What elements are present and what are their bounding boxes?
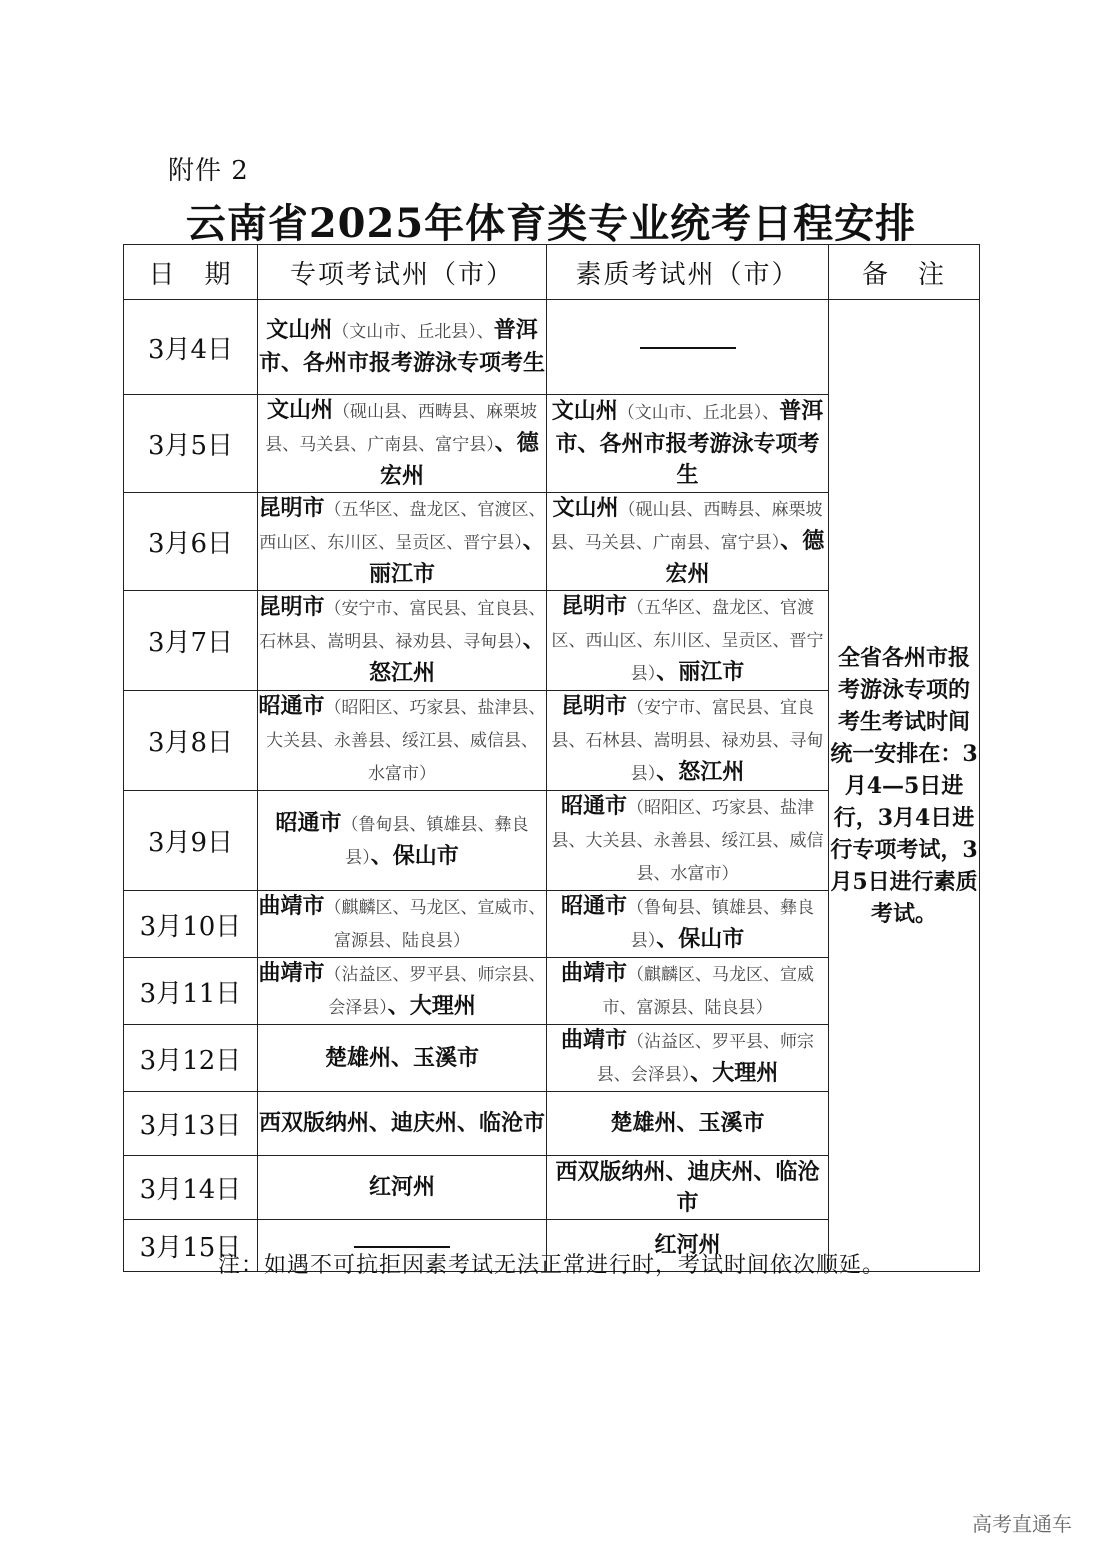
- remark-cell: 全省各州市报考游泳专项的考生考试时间统一安排在：3月4—5日进行，3月4日进行专项考试，3月5日进行素质考试。: [829, 300, 980, 1272]
- prefecture-name: 昭通市: [560, 893, 627, 919]
- exam-date: 3月13日: [124, 1092, 258, 1156]
- header-quality: 素质考试州（市）: [547, 245, 829, 300]
- special-exam-cell: [258, 958, 547, 1025]
- prefecture-name: 红河州: [654, 1232, 721, 1258]
- quality-exam-cell: [547, 395, 829, 493]
- empty-dash: [640, 347, 736, 349]
- prefecture-name: 楚雄州、玉溪市: [324, 1044, 479, 1071]
- exam-date: 3月7日: [124, 591, 258, 691]
- prefecture-name: 昭通市: [258, 693, 325, 719]
- exam-date: 3月12日: [124, 1025, 258, 1092]
- prefecture-name: 文山州: [266, 317, 333, 343]
- watermark: 高考直通车: [972, 1512, 1072, 1536]
- county-list: （鲁甸县、镇雄县、彝良县）: [341, 814, 529, 868]
- county-list: （文山市、丘北县）、: [332, 322, 494, 342]
- prefecture-name: 、怒江州: [368, 627, 545, 686]
- quality-exam-cell: [547, 1156, 829, 1220]
- prefecture-name: 楚雄州、玉溪市: [610, 1110, 765, 1136]
- exam-date: 3月10日: [124, 891, 258, 958]
- prefecture-name: 曲靖市: [258, 893, 325, 919]
- prefecture-name: 文山州: [552, 495, 619, 521]
- prefecture-name: 、大理州: [387, 993, 476, 1019]
- county-list: （安宁市、富民县、宜良县、石林县、嵩明县、禄劝县、寻甸县）: [259, 599, 546, 652]
- quality-exam-cell: [547, 493, 829, 591]
- prefecture-name: 曲靖市: [258, 960, 325, 986]
- county-list: （鲁甸县、镇雄县、彝良县）: [627, 898, 814, 951]
- county-list: （麒麟区、马龙区、宣威市、富源县、陆良县）: [324, 898, 546, 951]
- county-list: （五华区、盘龙区、官渡区、西山区、东川区、呈贡区、晋宁县）: [551, 598, 824, 684]
- quality-exam-cell: [547, 891, 829, 958]
- prefecture-name: 曲靖市: [560, 1027, 627, 1053]
- exam-date: 3月8日: [124, 691, 258, 791]
- prefecture-name: 文山州: [266, 397, 333, 423]
- quality-exam-cell: [547, 300, 829, 395]
- prefecture-name: 西双版纳州、迪庆州、临沧市: [258, 1110, 545, 1136]
- county-list: （安宁市、富民县、宜良县、石林县、嵩明县、禄劝县、寻甸县）: [551, 698, 824, 784]
- county-list: （五华区、盘龙区、官渡区、西山区、东川区、呈贡区、晋宁县）: [259, 500, 546, 553]
- county-list: （砚山县、西畴县、麻栗坡县、马关县、广南县、富宁县）: [265, 402, 537, 455]
- special-exam-cell: [258, 691, 547, 791]
- quality-exam-cell: [547, 1092, 829, 1156]
- prefecture-name: 、保山市: [370, 842, 459, 869]
- prefecture-name: 、怒江州: [656, 759, 745, 785]
- attachment-label: 附件 2: [168, 156, 249, 186]
- prefecture-name: 昭通市: [275, 809, 342, 836]
- special-exam-cell: [258, 1092, 547, 1156]
- schedule-table: [123, 244, 980, 1272]
- prefecture-name: 、德宏州: [379, 430, 539, 489]
- prefecture-name: 曲靖市: [560, 960, 627, 986]
- quality-exam-cell: [547, 691, 829, 791]
- prefecture-name: 普洱市、各州市报考游泳专项考生: [258, 317, 545, 376]
- prefecture-name: 、丽江市: [368, 528, 545, 587]
- footnote: 注：如遇不可抗拒因素考试无法正常进行时，考试时间依次顺延。: [218, 1253, 886, 1278]
- header-special: 专项考试州（市）: [258, 245, 547, 300]
- header-date: 日 期: [124, 245, 258, 300]
- exam-date: 3月6日: [124, 493, 258, 591]
- quality-exam-cell: [547, 958, 829, 1025]
- prefecture-name: 昆明市: [258, 594, 325, 620]
- special-exam-cell: [258, 395, 547, 493]
- table-row: [124, 300, 980, 395]
- quality-exam-cell: [547, 591, 829, 691]
- prefecture-name: 昭通市: [560, 793, 627, 819]
- special-exam-cell: [258, 300, 547, 395]
- prefecture-name: 昆明市: [560, 693, 627, 719]
- special-exam-cell: [258, 1156, 547, 1220]
- exam-date: 3月4日: [124, 300, 258, 395]
- prefecture-name: 红河州: [368, 1174, 435, 1200]
- special-exam-cell: [258, 493, 547, 591]
- prefecture-name: 、保山市: [656, 926, 745, 952]
- special-exam-cell: [258, 1025, 547, 1092]
- quality-exam-cell: [547, 791, 829, 891]
- quality-exam-cell: [547, 1025, 829, 1092]
- county-list: （沾益区、罗平县、师宗县、会泽县）: [596, 1032, 814, 1085]
- prefecture-name: 昆明市: [258, 495, 325, 521]
- page-title: 云南省2025年体育类专业统考日程安排: [185, 200, 917, 247]
- header-note: 备 注: [829, 245, 980, 300]
- exam-date: 3月5日: [124, 395, 258, 493]
- prefecture-name: 西双版纳州、迪庆州、临沧市: [555, 1158, 820, 1216]
- exam-date: 3月15日: [124, 1220, 258, 1272]
- county-list: （麒麟区、马龙区、宣威市、富源县、陆良县）: [602, 965, 814, 1018]
- county-list: （昭阳区、巧家县、盐津县、大关县、永善县、绥江县、威信县、水富市）: [266, 698, 546, 784]
- special-exam-cell: [258, 791, 547, 891]
- special-exam-cell: [258, 891, 547, 958]
- prefecture-name: 、大理州: [690, 1060, 779, 1086]
- exam-date: 3月14日: [124, 1156, 258, 1220]
- special-exam-cell: [258, 591, 547, 691]
- prefecture-name: 、丽江市: [656, 659, 745, 685]
- header-row: [124, 245, 980, 300]
- county-list: （昭阳区、巧家县、盐津县、大关县、永善县、绥江县、威信县、水富市）: [551, 798, 824, 884]
- prefecture-name: 普洱市、各州市报考游泳专项考生: [555, 398, 824, 488]
- exam-date: 3月11日: [124, 958, 258, 1025]
- exam-date: 3月9日: [124, 791, 258, 891]
- county-list: （文山市、丘北县）、: [617, 403, 780, 423]
- county-list: （砚山县、西畴县、麻栗坡县、马关县、广南县、富宁县）: [550, 500, 823, 553]
- county-list: （沾益区、罗平县、师宗县、会泽县）: [324, 965, 546, 1018]
- prefecture-name: 、德宏州: [665, 528, 825, 587]
- prefecture-name: 文山州: [551, 398, 618, 424]
- prefecture-name: 昆明市: [560, 593, 627, 619]
